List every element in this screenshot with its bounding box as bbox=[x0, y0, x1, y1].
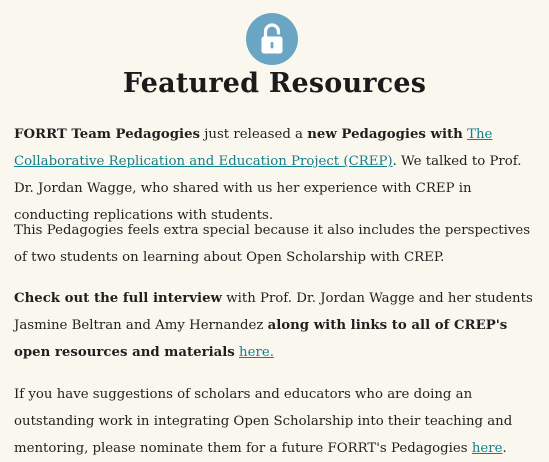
emphasis-text: along with links to all of CREP's open resources and materials bbox=[14, 318, 508, 360]
text-span: . We talked to Prof. Dr. Jordan Wagge, who shared with us her experience with CREP in conducting replications with students. bbox=[14, 154, 522, 223]
interview-link[interactable]: here. bbox=[239, 345, 274, 360]
nominate-link[interactable]: here bbox=[471, 441, 503, 456]
text-span: . bbox=[502, 441, 507, 456]
paragraph-special: This Pedagogies feels extra special because it also includes the perspectives of two students on learning about Open Scholarship with CREP. bbox=[14, 223, 531, 265]
text-span: If you have suggestions of scholars and educators who are doing an outstanding work in integrating Open Scholarship into their teaching and mentoring, please nominate them for a future FORRT's Pedagogies bbox=[14, 387, 513, 456]
paragraph-intro bbox=[14, 121, 539, 229]
lock-open-icon bbox=[246, 13, 298, 65]
crep-link[interactable]: The Collaborative Replication and Education Project (CREP) bbox=[14, 127, 493, 169]
emphasis-text: new Pedagogies with bbox=[307, 127, 463, 142]
paragraph-interview bbox=[14, 285, 539, 366]
paragraph-nominate bbox=[14, 381, 539, 462]
section-title: Featured Resources bbox=[122, 68, 427, 99]
org-name: FORRT Team Pedagogies bbox=[14, 127, 201, 142]
text-span: just released a bbox=[200, 127, 308, 142]
text-span: with Prof. Dr. Jordan Wagge and her students Jasmine Beltran and Amy Hernandez bbox=[14, 291, 533, 333]
emphasis-text: Check out the full interview bbox=[14, 291, 222, 306]
